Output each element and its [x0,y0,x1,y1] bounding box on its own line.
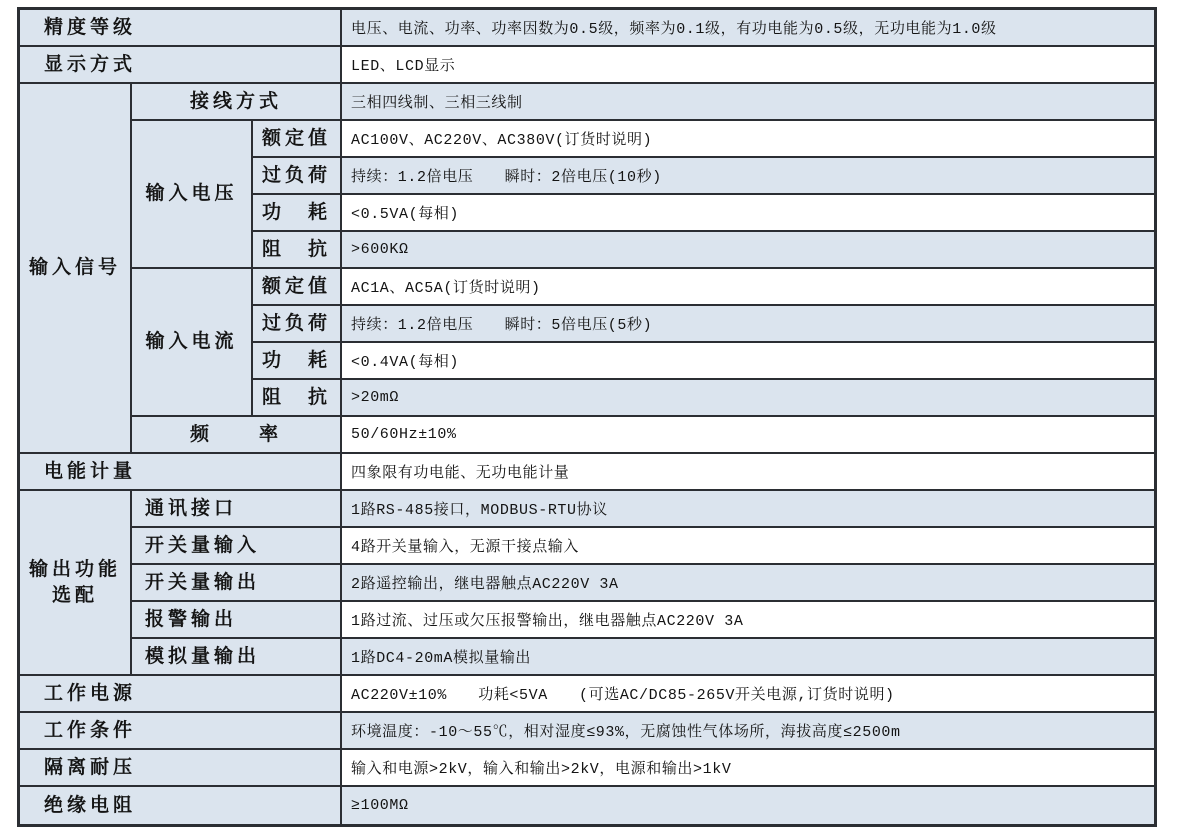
row-wiring-value: 三相四线制、三相三线制 [342,84,1154,121]
spec-table [17,7,1157,827]
group-output-functions-label: 输出功能选配 [20,491,132,676]
row-display-label: 显示方式 [20,47,342,84]
row-iv-impedance-value: >600KΩ [342,232,1154,269]
row-accuracy-value: 电压、电流、功率、功率因数为0.5级，频率为0.1级，有功电能为0.5级，无功电能为1.0级 [342,10,1154,47]
row-display-value: LED、LCD显示 [342,47,1154,84]
row-conditions-value: 环境温度：-10～55℃，相对湿度≤93%，无腐蚀性气体场所，海拔高度≤2500m [342,713,1154,750]
group-input-voltage-label: 输入电压 [132,121,253,269]
row-ic-power-label: 功 耗 [253,343,342,380]
row-do-label: 开关量输出 [132,565,342,602]
row-do-value: 2路遥控输出，继电器触点AC220V 3A [342,565,1154,602]
group-input-signal-label: 输入信号 [20,84,132,454]
row-di-value: 4路开关量输入，无源干接点输入 [342,528,1154,565]
row-comm-label: 通讯接口 [132,491,342,528]
row-alarm-label: 报警输出 [132,602,342,639]
group-input-current-label: 输入电流 [132,269,253,417]
row-iv-overload-label: 过负荷 [253,158,342,195]
row-power-label: 工作电源 [20,676,342,713]
row-analog-value: 1路DC4-20mA模拟量输出 [342,639,1154,676]
row-comm-value: 1路RS-485接口，MODBUS-RTU协议 [342,491,1154,528]
row-isolation-value: 输入和电源>2kV，输入和输出>2kV，电源和输出>1kV [342,750,1154,787]
row-power-value: AC220V±10% 功耗<5VA (可选AC/DC85-265V开关电源,订货时说明) [342,676,1154,713]
row-isolation-label: 隔离耐压 [20,750,342,787]
row-ic-rated-label: 额定值 [253,269,342,306]
row-ic-rated-value: AC1A、AC5A(订货时说明) [342,269,1154,306]
row-insulation-value: ≥100MΩ [342,787,1154,824]
row-ic-impedance-label: 阻 抗 [253,380,342,417]
row-ic-overload-label: 过负荷 [253,306,342,343]
row-frequency-label: 频 率 [132,417,342,454]
row-iv-power-label: 功 耗 [253,195,342,232]
row-wiring-label: 接线方式 [132,84,342,121]
row-insulation-label: 绝缘电阻 [20,787,342,824]
row-iv-impedance-label: 阻 抗 [253,232,342,269]
row-energy-label: 电能计量 [20,454,342,491]
row-ic-overload-value: 持续：1.2倍电压 瞬时：5倍电压(5秒) [342,306,1154,343]
row-alarm-value: 1路过流、过压或欠压报警输出，继电器触点AC220V 3A [342,602,1154,639]
row-di-label: 开关量输入 [132,528,342,565]
row-energy-value: 四象限有功电能、无功电能计量 [342,454,1154,491]
row-conditions-label: 工作条件 [20,713,342,750]
row-iv-overload-value: 持续：1.2倍电压 瞬时：2倍电压(10秒) [342,158,1154,195]
row-iv-rated-value: AC100V、AC220V、AC380V(订货时说明) [342,121,1154,158]
row-accuracy-label: 精度等级 [20,10,342,47]
row-ic-power-value: <0.4VA(每相) [342,343,1154,380]
row-iv-rated-label: 额定值 [253,121,342,158]
row-iv-power-value: <0.5VA(每相) [342,195,1154,232]
row-frequency-value: 50/60Hz±10% [342,417,1154,454]
row-ic-impedance-value: >20mΩ [342,380,1154,417]
row-analog-label: 模拟量输出 [132,639,342,676]
